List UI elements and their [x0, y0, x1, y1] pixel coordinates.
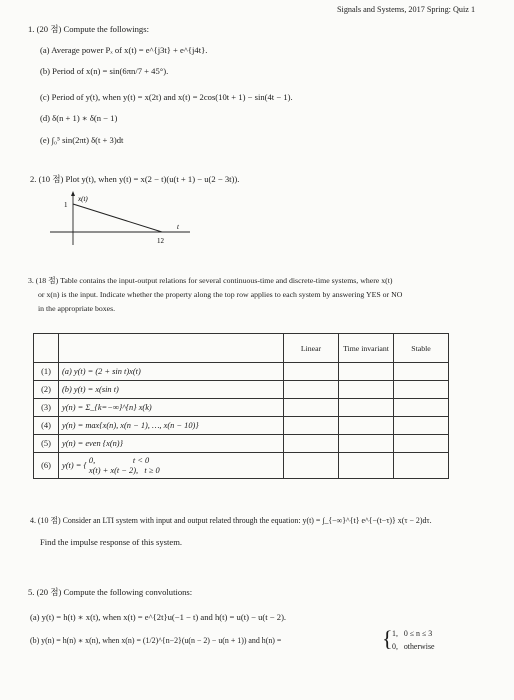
answer-cell-time-invariant[interactable] [339, 363, 394, 381]
answer-cell-time-invariant[interactable] [339, 381, 394, 399]
q2-x-tick: 12 [157, 237, 164, 245]
page-header: Signals and Systems, 2017 Spring: Quiz 1 [337, 5, 476, 14]
row-system: (b) y(t) = x(sin t) [59, 381, 284, 399]
row-number: (1) [34, 363, 59, 381]
row-number: (5) [34, 435, 59, 453]
q4-line-1: 4. (10 점) Consider an LTI system with input and output related through the equation: y(t) = ∫_{−∞}^{t} e^{−(t−τ)} x(τ − 2)dτ. [30, 516, 432, 525]
q1-part-a: (a) Average power Pₓ of x(t) = e^{j3t} + e^{j4t}. [40, 45, 208, 55]
table-row [34, 363, 449, 381]
table-row [34, 453, 449, 479]
answer-cell-stable[interactable] [394, 435, 449, 453]
piecewise-case-top: 0, t < 0 [88, 455, 150, 465]
answer-cell-stable[interactable] [394, 417, 449, 435]
q1-part-c: (c) Period of y(t), when y(t) = x(2t) and x(t) = 2cos(10t + 1) − sin(4t − 1). [40, 92, 293, 102]
answer-cell-linear[interactable] [284, 399, 339, 417]
table-header-blank-num [34, 334, 59, 363]
q5-case-1: 1, 0 ≤ n ≤ 3 [392, 629, 433, 638]
q3-property-table [33, 333, 449, 479]
row-number: (4) [34, 417, 59, 435]
q5-part-b: (b) y(n) = h(n) ∗ x(n), when x(n) = (1/2)^{n−2}(u(n − 2) − u(n + 1)) and h(n) = [30, 636, 282, 645]
answer-cell-stable[interactable] [394, 399, 449, 417]
answer-cell-time-invariant[interactable] [339, 399, 394, 417]
row-number: (3) [34, 399, 59, 417]
q5-title: 5. (20 점) Compute the following convolutions: [28, 587, 193, 597]
answer-cell-linear[interactable] [284, 453, 339, 479]
q1-title: 1. (20 점) Compute the followings: [28, 24, 149, 34]
answer-cell-time-invariant[interactable] [339, 417, 394, 435]
table-row [34, 399, 449, 417]
q3-intro-line-2: or x(n) is the input. Indicate whether the property along the top row applies to each system by answering YES or NO [38, 290, 403, 299]
answer-cell-linear[interactable] [284, 381, 339, 399]
table-row [34, 435, 449, 453]
piecewise-lhs: y(t) = { [62, 461, 87, 470]
answer-cell-linear[interactable] [284, 363, 339, 381]
q3-intro-line-3: in the appropriate boxes. [38, 304, 116, 313]
row-system: y(n) = even {x(n)} [59, 435, 284, 453]
q2-y-label: x(t) [78, 195, 88, 203]
table-header-blank-sys [59, 334, 284, 363]
q2-y-tick: 1 [64, 201, 68, 209]
q5-part-a: (a) y(t) = h(t) ∗ x(t), when x(t) = e^{2t}u(−1 − t) and h(t) = u(t) − u(t − 2). [30, 612, 287, 622]
answer-cell-time-invariant[interactable] [339, 435, 394, 453]
q2-signal-ramp [73, 204, 162, 232]
answer-cell-linear[interactable] [284, 417, 339, 435]
q3-intro-line-1: 3. (18 점) Table contains the input-output relations for several continuous-time and discrete-time systems, where x(t) [28, 276, 393, 285]
q2-title: 2. (10 점) Plot y(t), when y(t) = x(2 − t)(u(t + 1) − u(2 − 3t)). [30, 174, 240, 184]
row-number: (2) [34, 381, 59, 399]
row-system-piecewise [59, 453, 284, 479]
q5-case-2: 0, otherwise [392, 642, 435, 651]
piecewise-case-bottom: x(t) + x(t − 2), t ≥ 0 [88, 465, 160, 475]
q2-axis-arrow-up [71, 191, 75, 196]
row-system: y(n) = Σ_{k=−∞}^{n} x(k) [59, 399, 284, 417]
col-stable: Stable [394, 334, 449, 363]
table-row [34, 417, 449, 435]
table-row [34, 381, 449, 399]
col-linear: Linear [284, 334, 339, 363]
q4-line-2: Find the impulse response of this system. [40, 537, 183, 547]
q2-x-label: t [177, 223, 179, 231]
answer-cell-time-invariant[interactable] [339, 453, 394, 479]
answer-cell-stable[interactable] [394, 363, 449, 381]
q1-part-d: (d) δ(n + 1) ∗ δ(n − 1) [40, 113, 118, 123]
row-number: (6) [34, 453, 59, 479]
answer-cell-linear[interactable] [284, 435, 339, 453]
row-system: (a) y(t) = (2 + sin t)x(t) [59, 363, 284, 381]
row-system: y(n) = max{x(n), x(n − 1), …, x(n − 10)} [59, 417, 284, 435]
q1-part-e: (e) ∫₀⁵ sin(2πt) δ(t + 3)dt [40, 135, 124, 145]
q2-signal-plot [40, 190, 210, 255]
table-header-row [34, 334, 449, 363]
answer-cell-stable[interactable] [394, 453, 449, 479]
q5-brace: { [382, 626, 393, 651]
answer-cell-stable[interactable] [394, 381, 449, 399]
col-time-invariant: Time invariant [339, 334, 394, 363]
q1-part-b: (b) Period of x(n) = sin(6πn/7 + 45°). [40, 66, 169, 76]
